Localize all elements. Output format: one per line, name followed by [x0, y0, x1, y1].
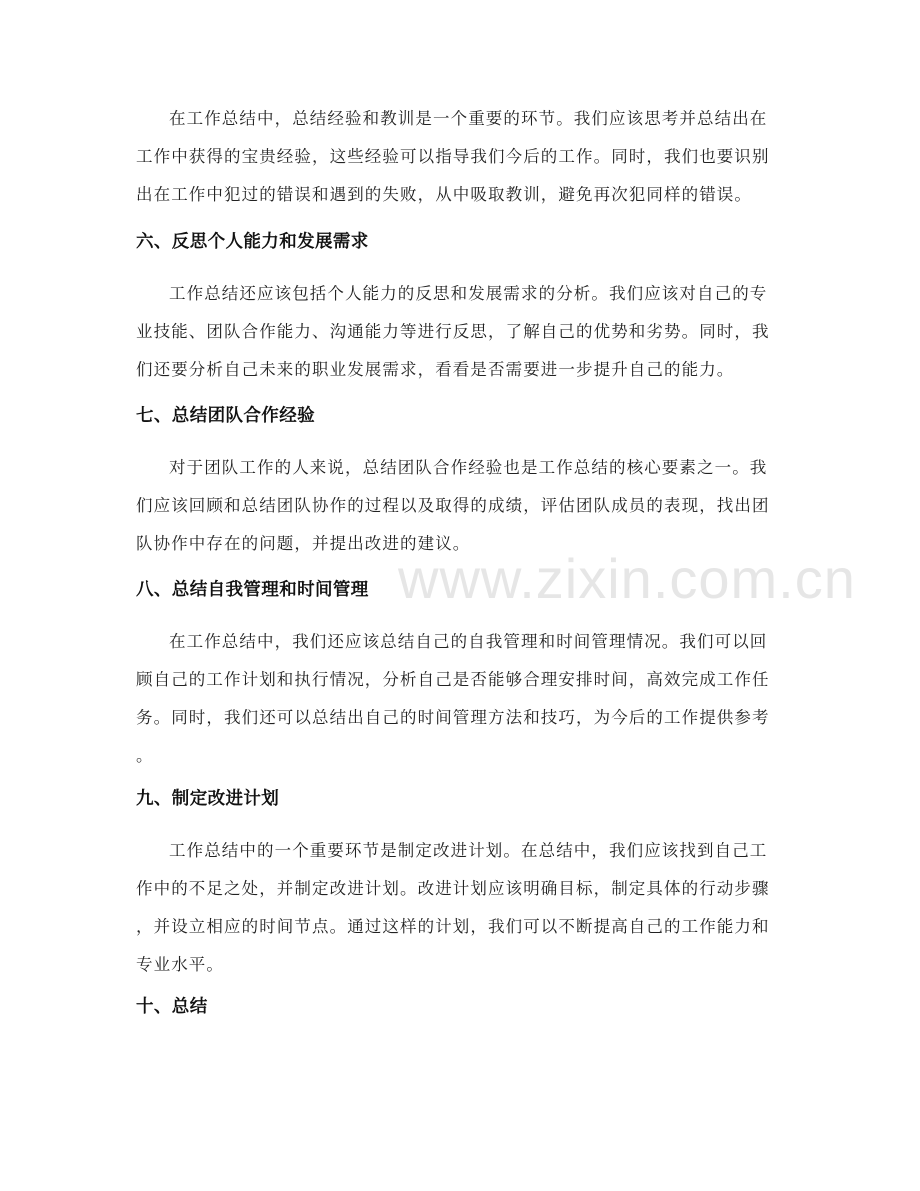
section-heading-6: 六、反思个人能力和发展需求 [136, 232, 369, 252]
paragraph-line: 务。同时，我们还可以总结出自己的时间管理方法和技巧，为今后的工作提供参考 [136, 708, 770, 727]
paragraph-line: 工作总结中的一个重要环节是制定改进计划。在总结中，我们应该找到自己工 [169, 841, 768, 860]
paragraph-line: 在工作总结中，总结经验和教训是一个重要的环节。我们应该思考并总结出在 [169, 109, 768, 128]
paragraph-line: 队协作中存在的问题，并提出改进的建议。 [136, 534, 471, 553]
section-heading-9: 九、制定改进计划 [136, 789, 280, 809]
section-heading-10: 十、总结 [136, 997, 208, 1017]
paragraph-line: 工作中获得的宝贵经验，这些经验可以指导我们今后的工作。同时，我们也要识别 [136, 147, 770, 166]
paragraph-line: 们应该回顾和总结团队协作的过程以及取得的成绩，评估团队成员的表现，找出团 [136, 496, 770, 515]
paragraph-line: 作中的不足之处，并制定改进计划。改进计划应该明确目标，制定具体的行动步骤 [136, 879, 770, 898]
paragraph-line: 专业水平。 [136, 955, 224, 974]
paragraph-line: 顾自己的工作计划和执行情况，分析自己是否能够合理安排时间，高效完成工作任 [136, 670, 770, 689]
paragraph-line: 工作总结还应该包括个人能力的反思和发展需求的分析。我们应该对自己的专 [169, 284, 768, 303]
paragraph-personal-ability [136, 275, 786, 389]
paragraph-line: 们还要分析自己未来的职业发展需求，看看是否需要进一步提升自己的能力。 [136, 360, 735, 379]
paragraph-self-time-management [136, 623, 786, 775]
section-heading-8: 八、总结自我管理和时间管理 [136, 580, 369, 600]
paragraph-line: 对于团队工作的人来说，总结团队合作经验也是工作总结的核心要素之一。我 [169, 458, 768, 477]
watermark: www.zixin.com.cn [398, 547, 856, 610]
paragraph-line: 业技能、团队合作能力、沟通能力等进行反思，了解自己的优势和劣势。同时，我 [136, 322, 770, 341]
paragraph-improvement-plan [136, 832, 786, 984]
paragraph-experience-lessons [136, 100, 786, 214]
paragraph-line: ，并设立相应的时间节点。通过这样的计划，我们可以不断提高自己的工作能力和 [136, 917, 770, 936]
paragraph-team-cooperation [136, 449, 786, 563]
paragraph-line: 在工作总结中，我们还应该总结自己的自我管理和时间管理情况。我们可以回 [169, 632, 768, 651]
paragraph-line: 出在工作中犯过的错误和遇到的失败，从中吸取教训，避免再次犯同样的错误。 [136, 185, 752, 204]
paragraph-line: 。 [136, 746, 154, 765]
section-heading-7: 七、总结团队合作经验 [136, 406, 315, 426]
